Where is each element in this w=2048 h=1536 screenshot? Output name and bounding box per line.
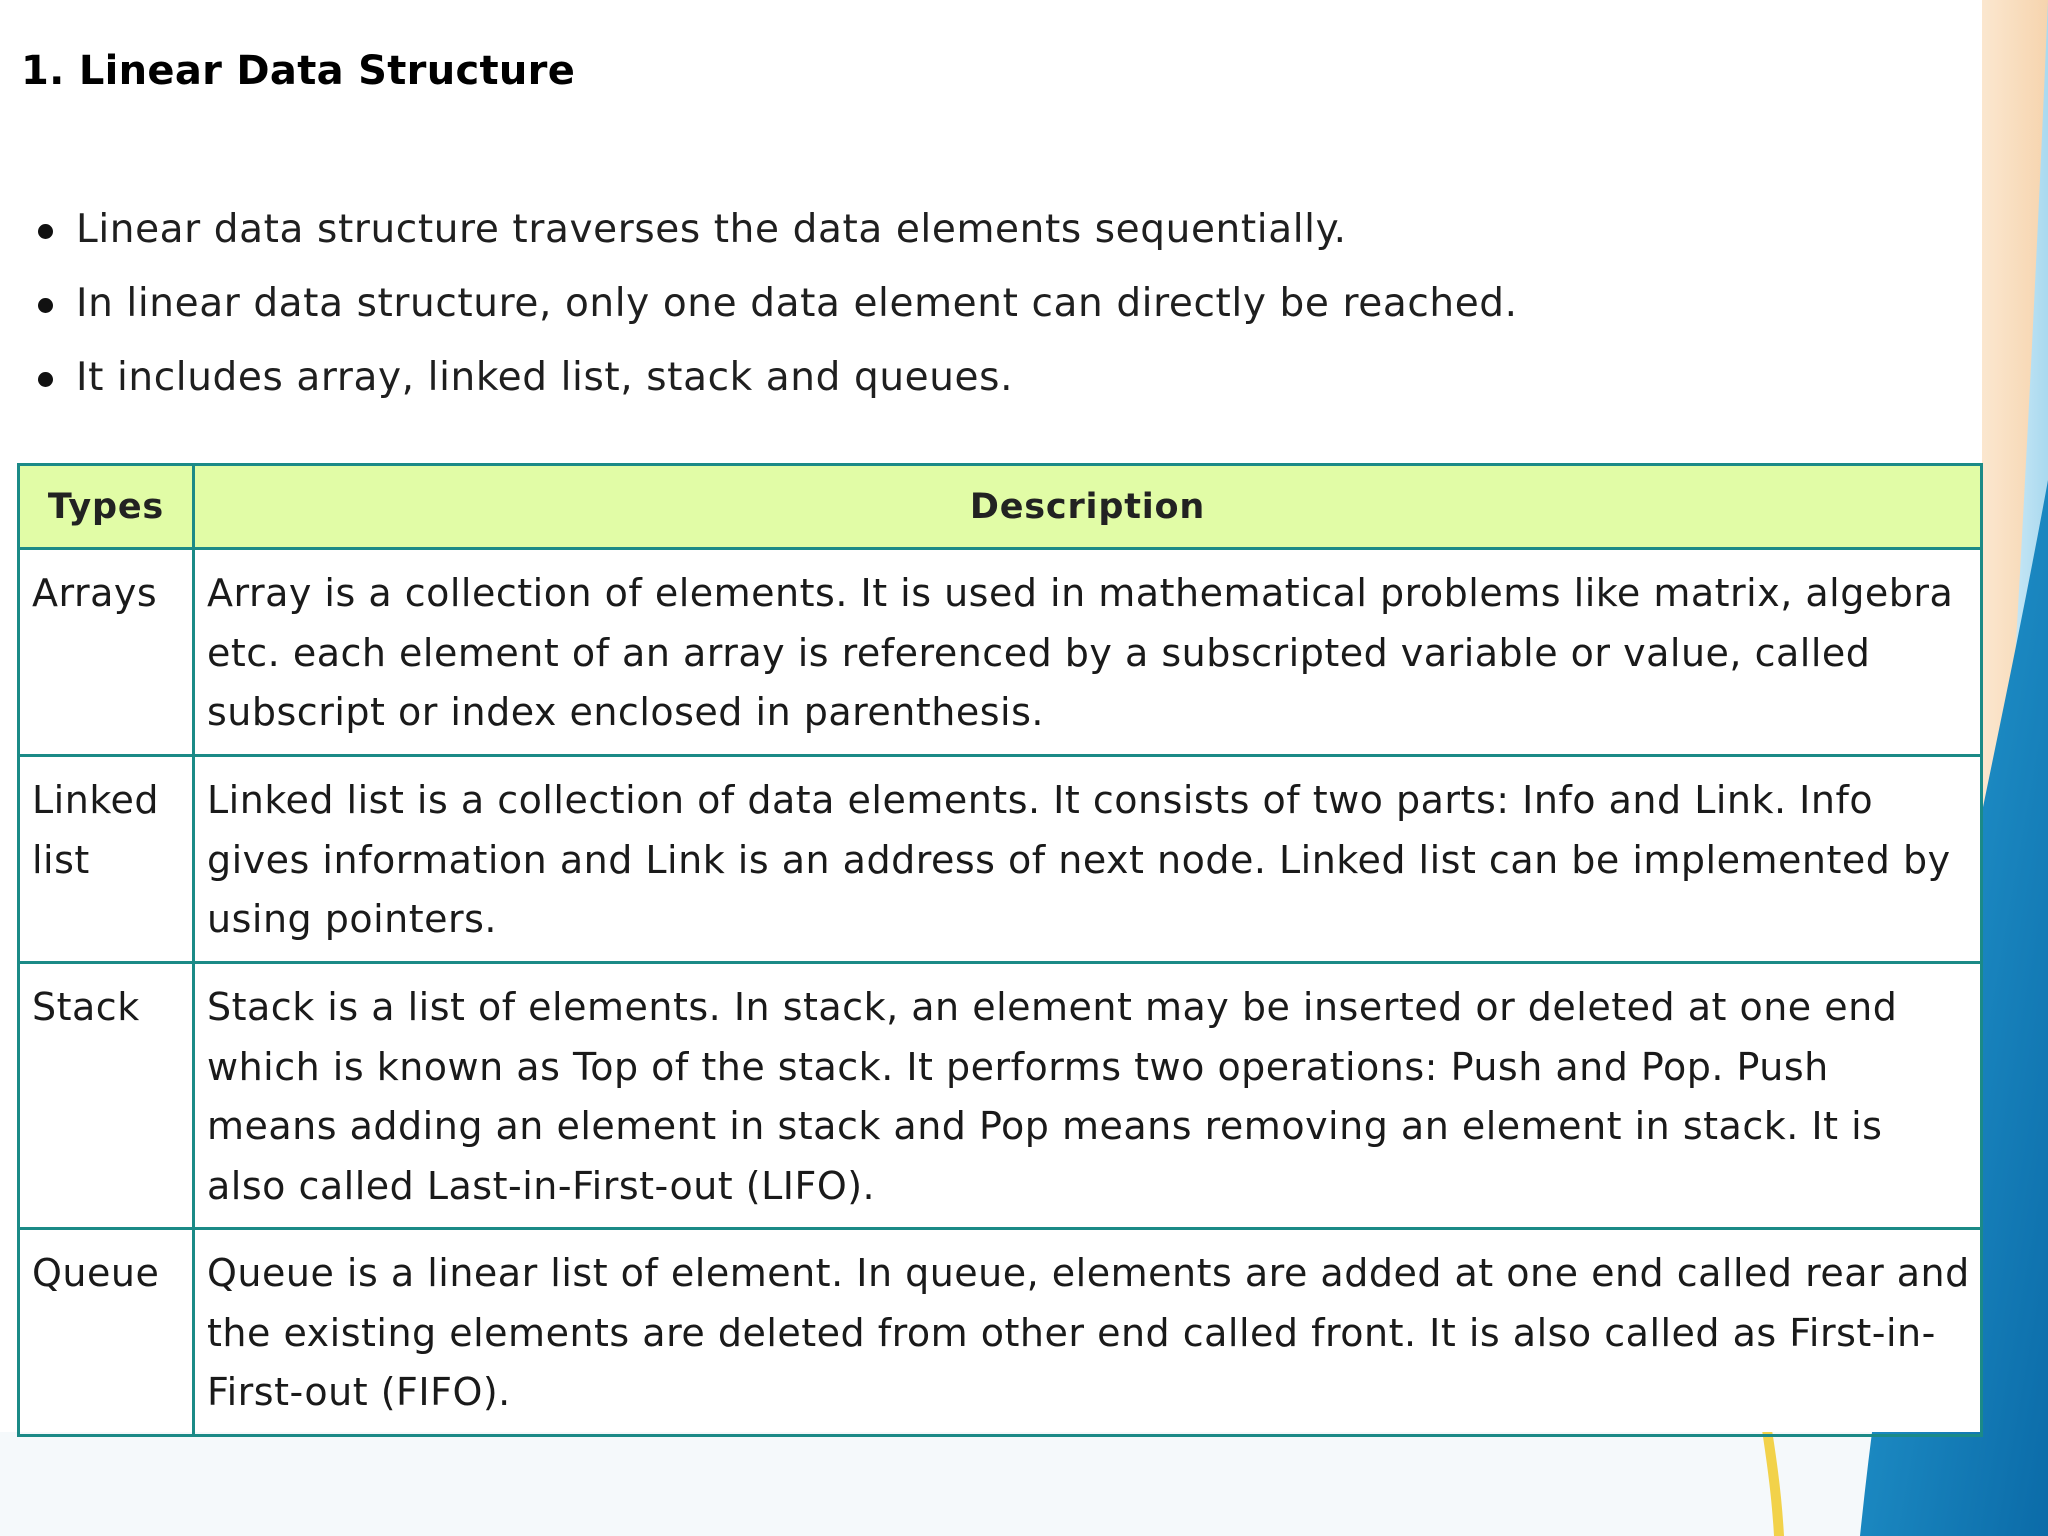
- bullet-item: [36, 267, 1518, 341]
- type-cell: Stack: [19, 963, 194, 1229]
- type-cell: Queue: [19, 1229, 194, 1436]
- data-structure-types-table: [17, 463, 1983, 1437]
- type-cell: Arrays: [19, 549, 194, 756]
- table-header-row: [19, 465, 1982, 549]
- bullet-icon: [38, 224, 53, 239]
- description-cell: Linked list is a collection of data elements. It consists of two parts: Info and Link. Info gives information and Link is an address of next node. Linked list can be implemented by using pointers.: [194, 756, 1982, 963]
- description-cell: Array is a collection of elements. It is used in mathematical problems like matrix, algebra etc. each element of an array is referenced by a subscripted variable or value, called subscript or index enclosed in parenthesis.: [194, 549, 1982, 756]
- bullet-icon: [38, 298, 53, 313]
- description-column-header: Description: [194, 465, 1982, 549]
- bullet-text: Linear data structure traverses the data elements sequentially.: [76, 207, 1347, 252]
- bullet-icon: [38, 372, 53, 387]
- types-column-header: Types: [19, 465, 194, 549]
- table-row: [19, 549, 1982, 756]
- section-heading: 1. Linear Data Structure: [21, 48, 576, 94]
- table-row: [19, 1229, 1982, 1436]
- bullet-item: [36, 341, 1518, 415]
- description-cell: Queue is a linear list of element. In queue, elements are added at one end called rear and the existing elements are deleted from other end called front. It is also called as First-in-First-out (FIFO).: [194, 1229, 1982, 1436]
- bullet-text: In linear data structure, only one data element can directly be reached.: [76, 281, 1518, 326]
- description-cell: Stack is a list of elements. In stack, an element may be inserted or deleted at one end which is known as Top of the stack. It performs two operations: Push and Pop. Push means adding an element in stack and Pop means removing an element in stack. It is also called Last-in-First-out (LIFO).: [194, 963, 1982, 1229]
- table-row: [19, 963, 1982, 1229]
- bullet-list: [36, 193, 1518, 415]
- type-cell: Linked list: [19, 756, 194, 963]
- table-row: [19, 756, 1982, 963]
- bullet-item: [36, 193, 1518, 267]
- bullet-text: It includes array, linked list, stack and queues.: [76, 355, 1014, 400]
